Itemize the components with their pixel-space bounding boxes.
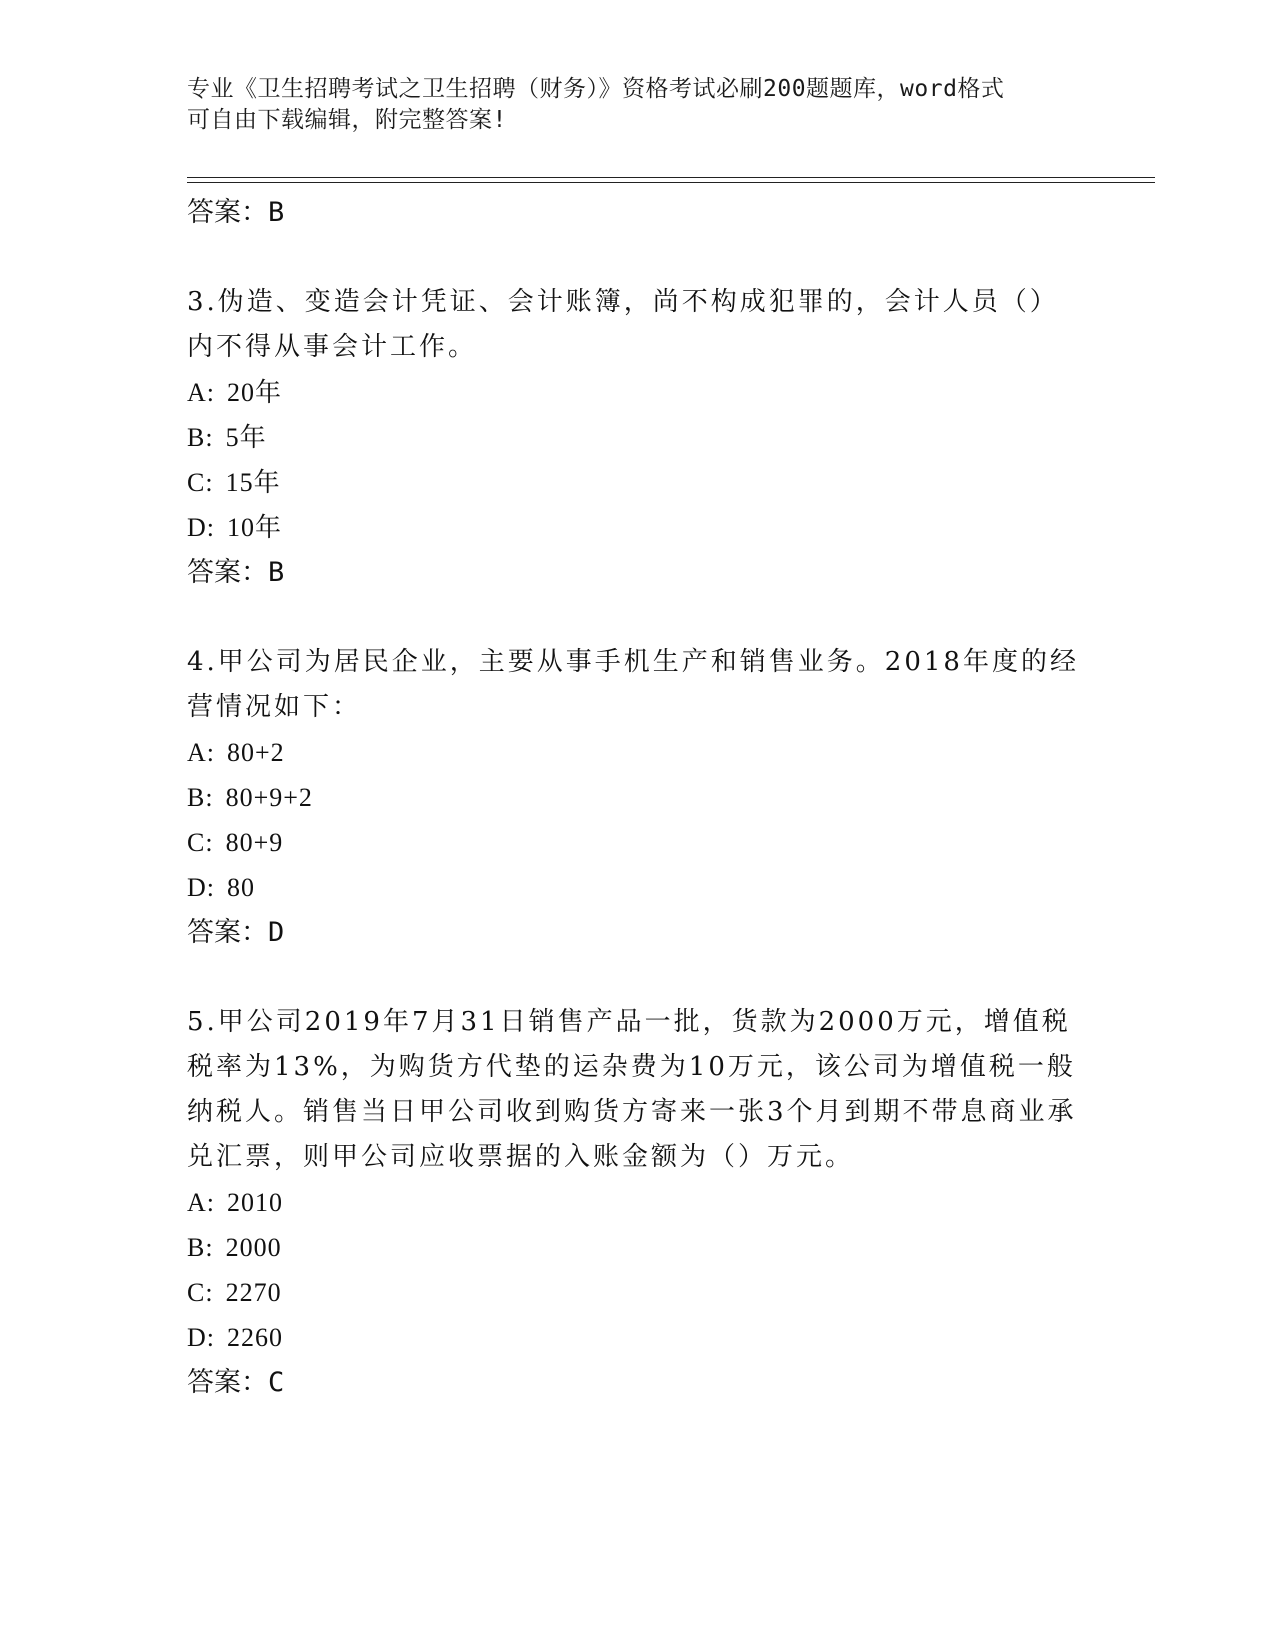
option-b <box>187 775 1087 820</box>
option-key: C: <box>187 828 214 857</box>
option-text: 2270 <box>225 1278 282 1307</box>
answer-line: 答案：B <box>187 557 285 588</box>
answer-line: 答案：C <box>187 1367 285 1398</box>
option-key: C: <box>187 1278 214 1307</box>
option-key: B: <box>187 423 214 452</box>
option-key: D: <box>187 1323 215 1352</box>
option-c <box>187 1270 1087 1315</box>
option-key: D: <box>187 873 215 902</box>
previous-answer: 答案：B <box>187 197 285 228</box>
option-a <box>187 370 1087 415</box>
option-text: 80+9 <box>225 828 284 857</box>
answer-line: 答案：D <box>187 917 285 948</box>
option-key: C: <box>187 468 214 497</box>
header-divider-bottom <box>187 182 1155 183</box>
question-stem: 5.甲公司2019年7月31日销售产品一批，货款为2000万元，增值税税率为13%，为购货方代垫的运杂费为10万元，该公司为增值税一般纳税人。销售当日甲公司收到购货方寄来一张3个月到期不带息商业承兑汇票，则甲公司应收票据的入账金额为（）万元。 <box>187 1007 1077 1172</box>
option-d <box>187 1315 1087 1360</box>
question-5 <box>187 1000 1087 1405</box>
header-line-1: 专业《卫生招聘考试之卫生招聘（财务）》资格考试必刷200题题库，word格式 <box>187 76 1005 102</box>
option-b <box>187 1225 1087 1270</box>
option-text: 2000 <box>225 1233 282 1262</box>
question-4 <box>187 640 1087 955</box>
option-text: 15年 <box>225 468 281 497</box>
option-d <box>187 505 1087 550</box>
question-stem: 4.甲公司为居民企业，主要从事手机生产和销售业务。2018年度的经营情况如下： <box>187 647 1079 722</box>
option-key: A: <box>187 1188 215 1217</box>
question-stem: 3.伪造、变造会计凭证、会计账簿，尚不构成犯罪的，会计人员（）内不得从事会计工作。 <box>187 287 1059 362</box>
option-c <box>187 820 1087 865</box>
option-text: 80 <box>227 873 255 902</box>
option-b <box>187 415 1087 460</box>
option-text: 10年 <box>227 513 283 542</box>
header-divider-top <box>187 177 1155 178</box>
question-3 <box>187 280 1087 595</box>
document-header <box>187 74 1067 136</box>
option-c <box>187 460 1087 505</box>
option-text: 2260 <box>227 1323 283 1352</box>
option-a <box>187 1180 1087 1225</box>
option-key: A: <box>187 378 215 407</box>
question-list <box>187 190 1087 1405</box>
option-key: A: <box>187 738 215 767</box>
header-line-2: 可自由下载编辑，附完整答案! <box>187 107 507 133</box>
option-text: 80+2 <box>227 738 285 767</box>
option-text: 20年 <box>227 378 283 407</box>
option-text: 80+9+2 <box>225 783 313 812</box>
option-key: D: <box>187 513 215 542</box>
option-text: 2010 <box>227 1188 283 1217</box>
option-text: 5年 <box>225 423 267 452</box>
option-d <box>187 865 1087 910</box>
option-a <box>187 730 1087 775</box>
option-key: B: <box>187 1233 214 1262</box>
option-key: B: <box>187 783 214 812</box>
